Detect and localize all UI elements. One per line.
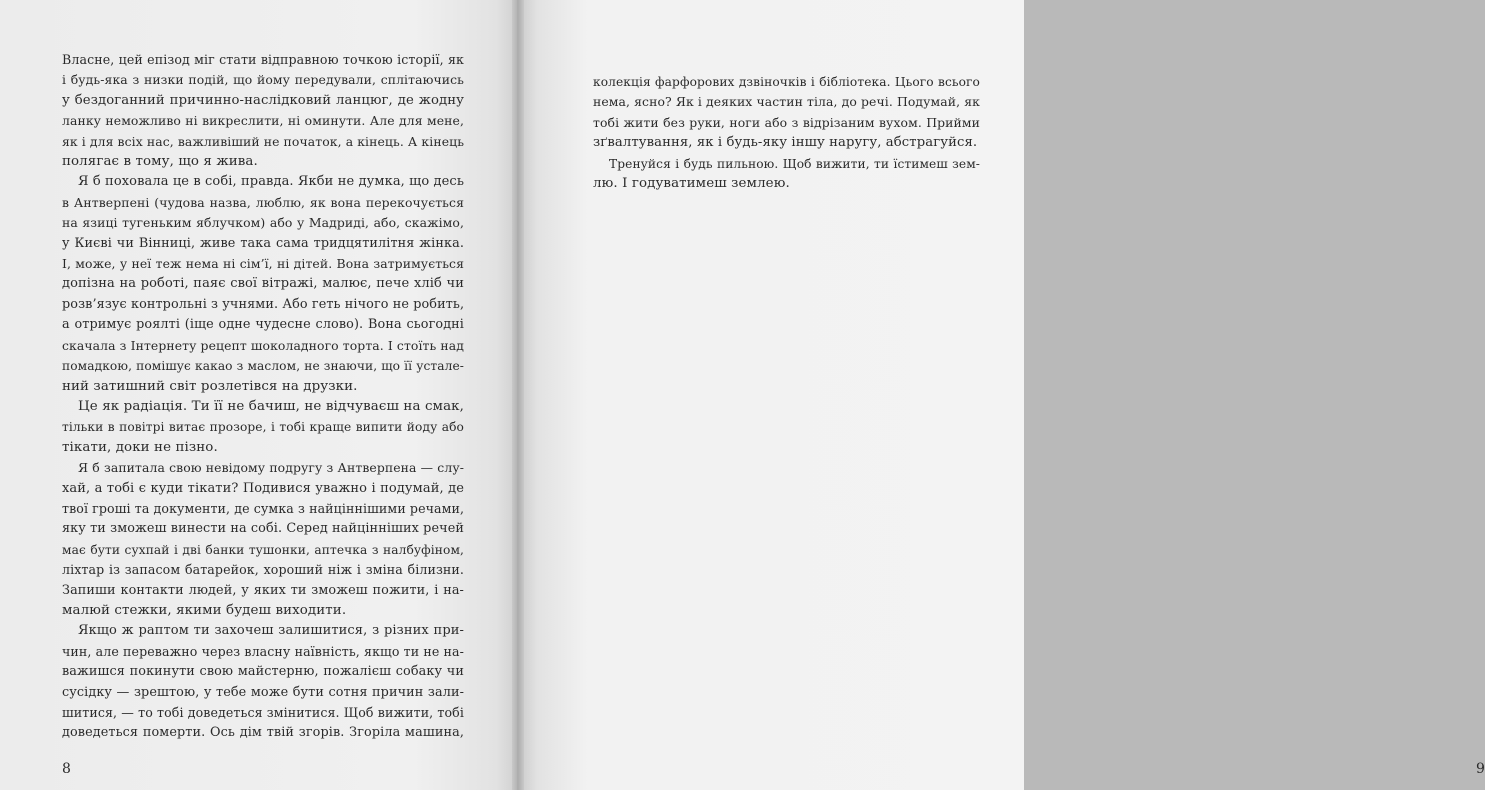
text-line: твої гроші та документи, де сумка з найціннішими речами, [62,500,465,516]
text-line: хай, а тобі є куди тікати? Подивися уважно і подумай, де [62,480,464,496]
right-page-text [593,72,980,194]
text-line: Якщо ж раптом ти захочеш залишитися, з різних при- [78,623,464,639]
left-page-text [62,50,464,744]
text-line: а отримує роялті (іще одне чудесне слово). Вона сьогодні [62,317,464,333]
text-line: розв’язує контрольні з учнями. Або геть нічого не робить, [62,296,465,312]
text-line: тікати, доки не пізно. [62,439,218,455]
text-line: сусідку — зрештою, у тебе може бути сотня причин зали- [62,684,464,700]
text-line: яку ти зможеш винести на собі. Серед найцінніших речей [62,521,464,537]
text-line: Це як радіація. Ти її не бачиш, не відчуваєш на смак, [78,398,464,414]
text-line: скачала з Інтернету рецепт шоколадного торта. І стоїть над [62,337,464,353]
text-line: тобі жити без руки, ноги або з відрізаним вухом. Прийми [593,114,980,130]
text-line: колекція фарфорових дзвіночків і бібліотека. Цього всього [593,75,980,89]
text-line: Я б запитала свою невідому подругу з Антверпена — слу- [78,460,464,476]
text-line: має бути сухпай і дві банки тушонки, аптечка з налбуфіном, [62,542,464,557]
text-line: малюй стежки, якими будеш виходити. [62,602,347,618]
text-line: лю. І годуватимеш землею. [593,176,790,192]
text-line: тільки в повітрі витає прозоре, і тобі краще випити йоду або [62,420,464,435]
text-line: у бездоганний причинно-наслідковий ланцюг, де жодну [62,92,464,108]
book-gutter [512,0,524,790]
left-page [0,0,517,790]
text-line: доведеться померти. Ось дім твій згорів. Згоріла машина, [62,725,464,741]
text-line: Я б поховала це в собі, правда. Якби не думка, що десь [78,174,464,190]
right-page-number: 9 [1476,761,1485,777]
text-line: полягає в тому, що я жива. [62,154,258,170]
left-page-number: 8 [62,761,71,777]
text-line: допізна на роботі, паяє свої вітражі, малює, пече хліб чи [62,276,464,292]
text-line: у Києві чи Вінниці, живе така сама тридцятилітня жінка. [62,235,464,251]
text-line: Власне, цей епізод міг стати відправною точкою історії, як [62,52,464,67]
text-line: в Антверпені (чудова назва, люблю, як вона перекочується [62,194,464,210]
text-line: помадкою, помішує какао з маслом, не знаючи, що її устале- [62,359,464,374]
text-line: нема, ясно? Як і деяких частин тіла, до речі. Подумай, як [593,94,980,110]
text-line: на язиці тугеньким яблучком) або у Мадриді, або, скажімо, [62,215,464,231]
text-line: як і для всіх нас, важливіший не початок, а кінець. А кінець [62,133,465,149]
text-line: І, може, у неї теж нема ні сім’ї, ні дітей. Вона затримується [62,256,464,272]
text-line: ний затишний світ розлетівся на друзки. [62,378,358,394]
text-line: ліхтар із запасом батарейок, хороший ніж і зміна білизни. [62,562,464,578]
text-line: чин, але переважно через власну наївність, якщо ти не на- [62,643,464,659]
text-line: і будь-яка з низки подій, що йому передували, сплітаючись [62,72,464,88]
text-line: важишся покинути свою майстерню, пожалієш собаку чи [62,664,464,680]
text-line: шитися, — то тобі доведеться змінитися. Щоб вижити, тобі [62,705,464,720]
text-line: зґвалтування, як і будь-яку іншу наругу, абстрагуйся. [593,135,978,151]
text-line: Тренуйся і будь пильною. Щоб вижити, ти їстимеш зем- [609,156,980,171]
text-line: ланку неможливо ні викреслити, ні оминути. Але для мене, [62,113,464,129]
text-line: Запиши контакти людей, у яких ти зможеш пожити, і на- [62,582,464,598]
